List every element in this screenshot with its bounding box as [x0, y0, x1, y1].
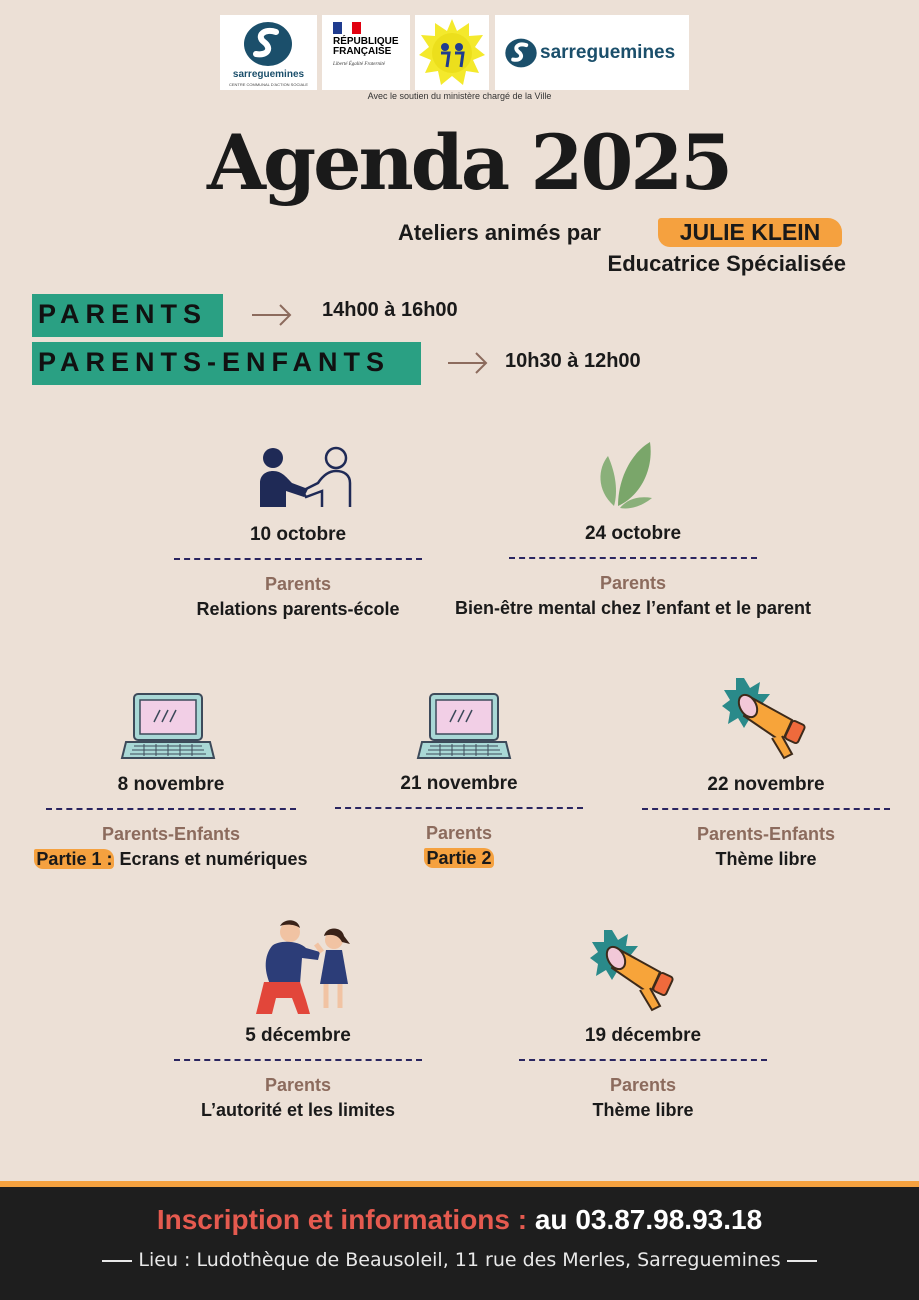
sun-icon [417, 17, 487, 87]
event-topic: Thème libre [592, 1100, 694, 1120]
ccas-logo [220, 15, 317, 90]
dashed-divider [519, 1059, 767, 1061]
dash-left [102, 1260, 132, 1262]
arrow-right-icon [446, 351, 490, 375]
dashed-divider [509, 557, 757, 559]
event-topic: Bien-être mental chez l’enfant et le parent [454, 598, 812, 618]
rf-motto: Liberté Égalité Fraternité [333, 62, 385, 67]
arrow-right-icon [250, 303, 294, 327]
laptop-icon [120, 692, 216, 764]
event-date: 21 novembre [400, 773, 518, 794]
event-date: 10 octobre [249, 524, 347, 545]
event-topic [8, 845, 334, 873]
ateliers-label: Ateliers animés par [398, 220, 601, 245]
event-topic: Relations parents-école [196, 599, 400, 619]
location-line [0, 1249, 919, 1271]
ludotheque-logo [415, 15, 489, 90]
sarreguemines-s-icon [504, 37, 538, 69]
event-card [503, 1025, 783, 1124]
dashed-divider [174, 558, 422, 560]
legend-tag-parents: PARENTS [32, 294, 223, 337]
sarreguemines-logo [495, 15, 689, 90]
event-card [158, 524, 438, 623]
phone-number: au 03.87.98.93.18 [534, 1204, 763, 1235]
legend-hours-parents-enfants: 10h30 à 12h00 [505, 350, 641, 372]
event-audience: Parents-Enfants [696, 824, 836, 844]
legend-tag-parents-enfants: PARENTS-ENFANTS [32, 342, 421, 385]
rf-title: RÉPUBLIQUE FRANÇAISE [333, 36, 399, 57]
event-topic: L’autorité et les limites [200, 1100, 396, 1120]
handshake-icon [256, 445, 354, 509]
event-audience: Parents [425, 823, 493, 843]
dashed-divider [174, 1059, 422, 1061]
event-audience: Parents [264, 574, 332, 594]
event-topic: Thème libre [715, 849, 817, 869]
laptop-icon [416, 692, 512, 764]
ccas-logo-subtitle: CENTRE COMMUNAL D'ACTION SOCIALE [228, 82, 309, 87]
event-date: 19 décembre [584, 1025, 702, 1046]
sarreguemines-name: sarreguemines [540, 42, 676, 63]
event-topic [320, 844, 598, 872]
event-topic-text: Ecrans et numériques [119, 849, 308, 869]
event-topic-highlight: Partie 1 : [36, 849, 113, 869]
legend-hours-parents: 14h00 à 16h00 [322, 299, 458, 321]
support-notice: Avec le soutien du ministère chargé de la Ville [367, 91, 552, 101]
event-audience: Parents [599, 573, 667, 593]
dashed-divider [46, 808, 296, 810]
megaphone-icon [590, 928, 680, 1018]
parent-child-icon [250, 918, 360, 1018]
page-title: Agenda 2025 [207, 118, 731, 207]
event-card [320, 773, 598, 872]
event-date: 22 novembre [707, 774, 825, 795]
footer [0, 1181, 919, 1300]
event-card [443, 523, 823, 622]
ccas-logo-name: sarreguemines [232, 69, 305, 80]
republique-francaise-logo [322, 15, 410, 90]
animator-role: Educatrice Spécialisée [607, 251, 846, 276]
event-topic-highlight: Partie 2 [426, 848, 492, 868]
dashed-divider [642, 808, 890, 810]
leaf-icon [596, 440, 656, 510]
event-date: 8 novembre [117, 774, 225, 795]
event-card [158, 1025, 438, 1124]
event-date: 24 octobre [584, 523, 682, 544]
event-audience: Parents [264, 1075, 332, 1095]
location-text: Lieu : Ludothèque de Beausoleil, 11 rue des Merles, Sarreguemines [138, 1249, 781, 1271]
dashed-divider [335, 807, 583, 809]
megaphone-icon [722, 676, 812, 766]
event-date: 5 décembre [245, 1025, 351, 1046]
event-card [8, 774, 334, 873]
inscription-line [0, 1204, 919, 1236]
event-card [626, 774, 906, 873]
ccas-s-icon [242, 20, 294, 68]
inscription-label: Inscription et informations : [156, 1204, 528, 1235]
event-audience: Parents-Enfants [101, 824, 241, 844]
french-flag-icon [333, 22, 361, 34]
dash-right [787, 1260, 817, 1262]
animator-name: JULIE KLEIN [658, 218, 842, 247]
event-audience: Parents [609, 1075, 677, 1095]
